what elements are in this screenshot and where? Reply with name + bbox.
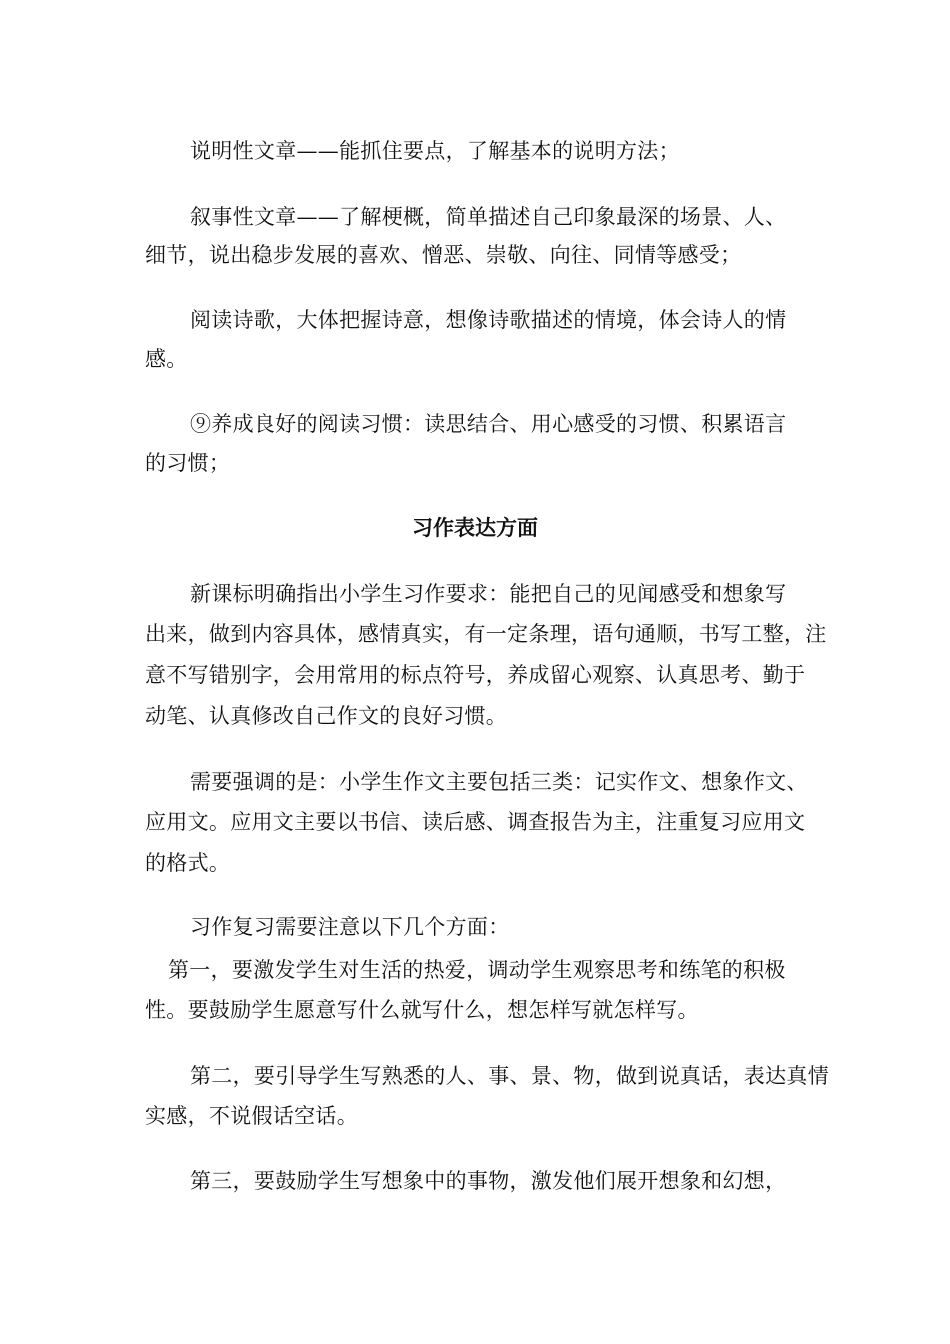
paragraph-line: 意不写错别字，会用常用的标点符号，养成留心观察、认真思考、勤于	[145, 663, 806, 687]
paragraph-line: 第三，要鼓励学生写想象中的事物，激发他们展开想象和幻想，	[190, 1169, 787, 1193]
paragraph-line: 性。要鼓励学生愿意写什么就写什么，想怎样写就怎样写。	[145, 998, 699, 1022]
paragraph-line: 新课标明确指出小学生习作要求：能把自己的见闻感受和想象写	[190, 582, 787, 606]
paragraph-line: 出来，做到内容具体，感情真实，有一定条理，语句通顺，书写工整，注	[145, 622, 827, 646]
paragraph-line: ⑨养成良好的阅读习惯：读思结合、用心感受的习惯、积累语言	[190, 412, 787, 436]
paragraph-line: 说明性文章——能抓住要点，了解基本的说明方法；	[190, 139, 680, 163]
paragraph-line: 第一，要激发学生对生活的热爱，调动学生观察思考和练笔的积极	[168, 958, 786, 982]
paragraph-line: 的格式。	[145, 851, 231, 875]
paragraph-line: 的习惯；	[145, 451, 231, 475]
paragraph-line: 需要强调的是：小学生作文主要包括三类：记实作文、想象作文、	[190, 770, 808, 794]
paragraph-line: 实感，不说假话空话。	[145, 1104, 358, 1128]
paragraph-line: 动笔、认真修改自己作文的良好习惯。	[145, 704, 508, 728]
paragraph-line: 阅读诗歌，大体把握诗意，想像诗歌描述的情境，体会诗人的情	[190, 308, 787, 332]
paragraph-line: 感。	[145, 347, 188, 371]
paragraph-line: 习作复习需要注意以下几个方面：	[190, 915, 510, 939]
paragraph-line: 应用文。应用文主要以书信、读后感、调查报告为主，注重复习应用文	[145, 810, 806, 834]
paragraph-line: 第二，要引导学生写熟悉的人、事、景、物，做到说真话，表达真情	[190, 1064, 829, 1088]
paragraph-line: 细节，说出稳步发展的喜欢、憎恶、崇敬、向往、同情等感受；	[145, 243, 742, 267]
paragraph-line: 叙事性文章——了解梗概，简单描述自己印象最深的场景、人、	[190, 205, 787, 229]
section-heading: 习作表达方面	[412, 516, 538, 540]
